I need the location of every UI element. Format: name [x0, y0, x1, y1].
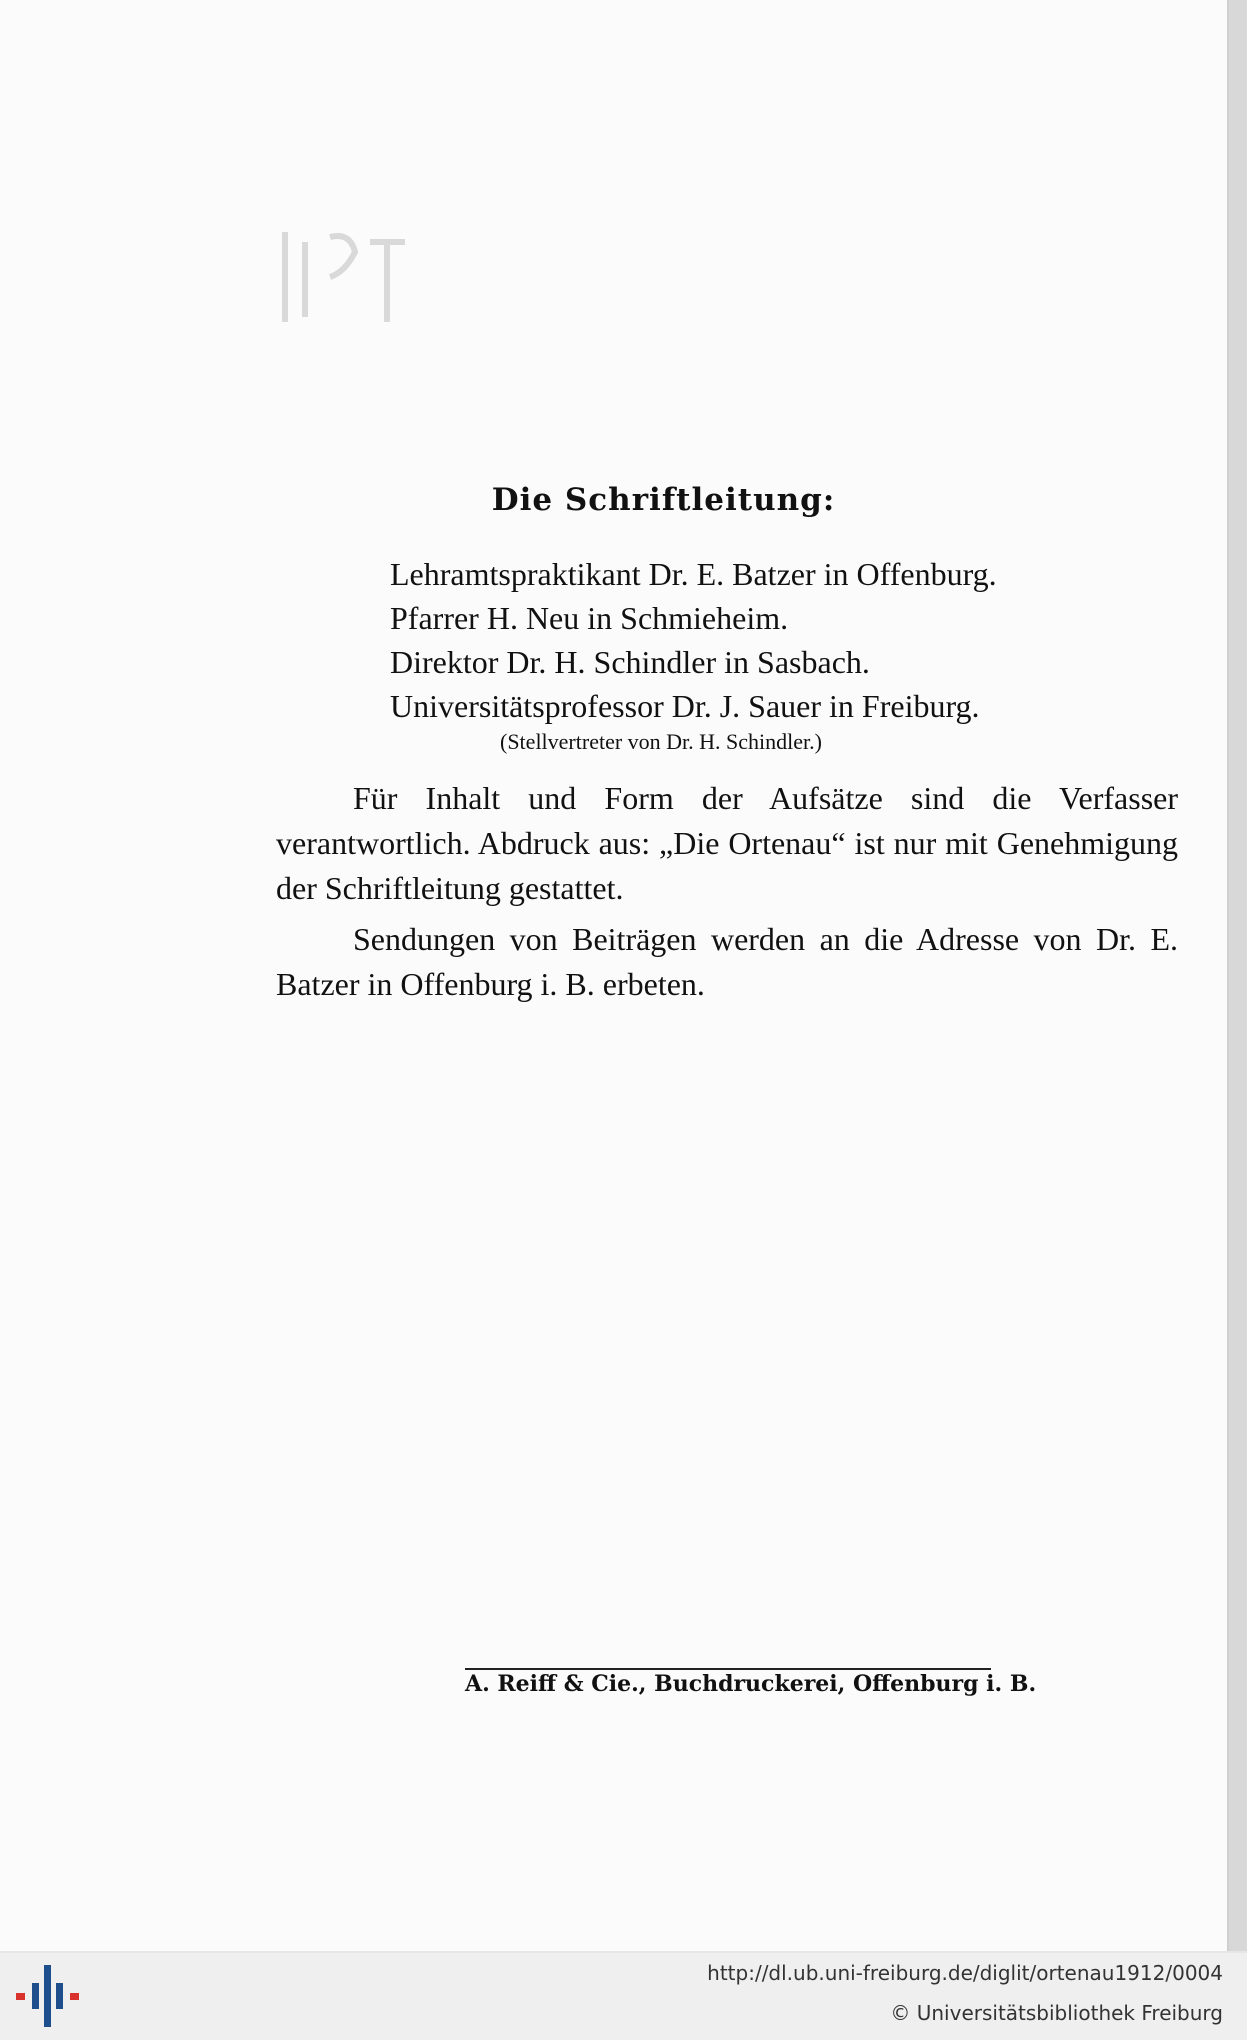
responsibility-paragraph: Für Inhalt und Form der Aufsätze sind die Verfasser verantwortlich. Abdruck aus: „Die Ortenau“ ist nur mit Genehmigung der Schriftleitung gestattet.	[276, 780, 1178, 906]
staff-line: Pfarrer H. Neu in Schmieheim.	[390, 600, 789, 636]
bleed-through-stamp	[275, 222, 415, 332]
editorial-staff-list	[390, 552, 997, 728]
imprint-rule	[465, 1668, 991, 1670]
section-heading: Die Schriftleitung:	[491, 482, 836, 518]
staff-line: Universitätsprofessor Dr. J. Sauer in Freiburg.	[390, 688, 980, 724]
page-edge	[1229, 0, 1247, 1951]
staff-note: (Stellvertreter von Dr. H. Schindler.)	[500, 729, 822, 754]
printer-imprint: A. Reiff & Cie., Buchdruckerei, Offenburg i. B.	[465, 1671, 1037, 1697]
copyright-text: © Universitätsbibliothek Freiburg	[890, 2001, 1223, 2025]
staff-line: Lehramtspraktikant Dr. E. Batzer in Offenburg.	[390, 556, 997, 592]
staff-line: Direktor Dr. H. Schindler in Sasbach.	[390, 644, 870, 680]
viewer-footer	[0, 1953, 1247, 2040]
submissions-paragraph: Sendungen von Beiträgen werden an die Adresse von Dr. E. Batzer in Offenburg i. B. erbeten.	[276, 921, 1178, 1002]
permalink-url[interactable]: http://dl.ub.uni-freiburg.de/diglit/ortenau1912/0004	[707, 1961, 1223, 1985]
ub-freiburg-logo-icon	[14, 1961, 82, 2031]
